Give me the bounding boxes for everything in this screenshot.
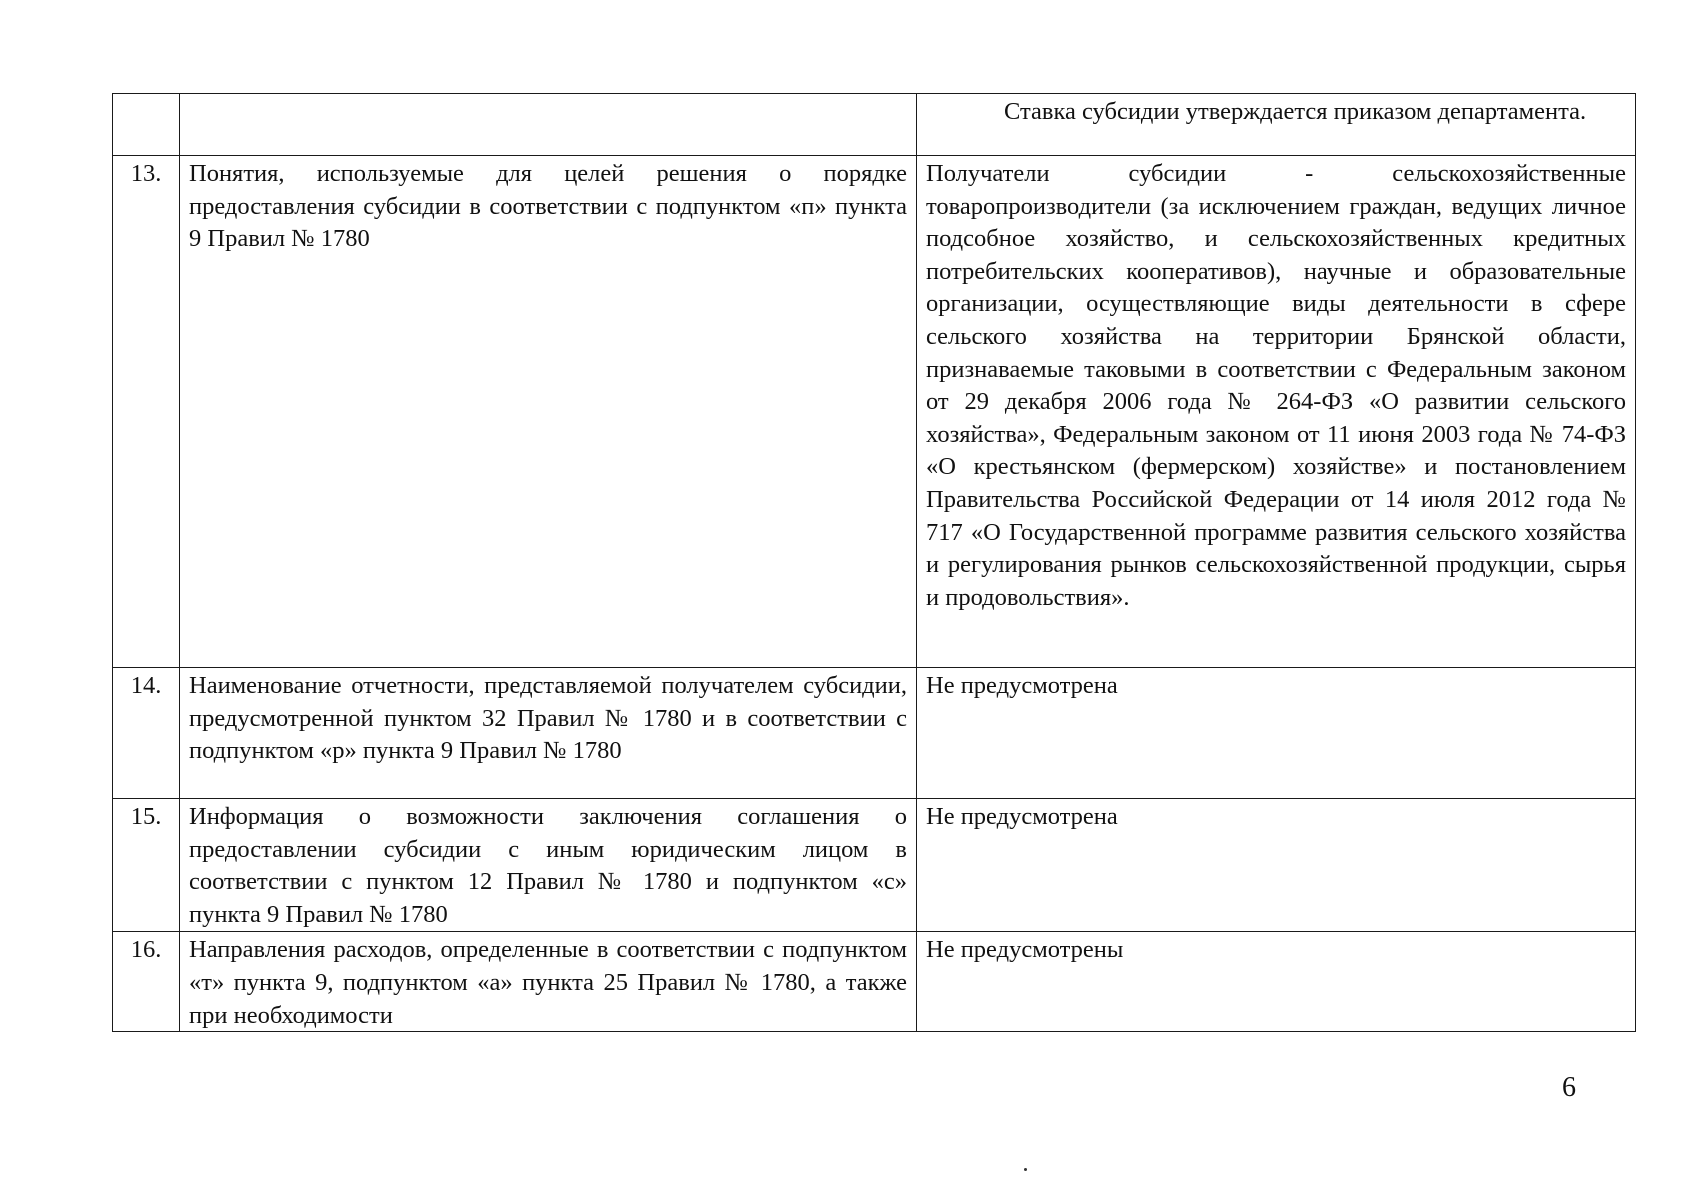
row-value: Не предусмотрена bbox=[917, 668, 1636, 799]
row-number: 15. bbox=[113, 799, 180, 932]
row-subject bbox=[180, 932, 917, 1032]
page-number: 6 bbox=[1562, 1072, 1576, 1103]
row-subject: Понятия, используемые для целей решения о порядке предоставления субсидии в соответствии с подпунктом «п» пункта 9 Правил № 1780 bbox=[180, 156, 917, 668]
row-subject: Информация о возможности заключения соглашения о предоставлении субсидии с иным юридическим лицом в соответствии с пунктом 12 Правил № 1780 и подпунктом «с» пункта 9 Правил № 1780 bbox=[180, 799, 917, 932]
row-value: Ставка субсидии утверждается приказом департамента. bbox=[917, 94, 1636, 156]
row-number: 16. bbox=[113, 932, 180, 1032]
regulation-table bbox=[112, 93, 1636, 1032]
row-number: 13. bbox=[113, 156, 180, 668]
row-number: 14. bbox=[113, 668, 180, 799]
scan-speck bbox=[1024, 1168, 1027, 1171]
row-value: Не предусмотрена bbox=[917, 799, 1636, 932]
table-row bbox=[113, 156, 1636, 668]
table-row bbox=[113, 668, 1636, 799]
row-subject bbox=[180, 94, 917, 156]
row-subject-text: Направления расходов, определенные в соответствии с подпунктом «т» пункта 9, подпунктом «а» пункта 25 Правил № 1780, а также при необходимости bbox=[189, 936, 907, 1029]
row-value: Не предусмотрены bbox=[917, 932, 1636, 1032]
row-number bbox=[113, 94, 180, 156]
row-value: Получатели субсидии - сельскохозяйственные товаропроизводители (за исключением граждан, ведущих личное подсобное хозяйство, и сельскохозяйственных кредитных потребительских кооперативов), научные и образовательные организации, осуществляющие виды деятельности в сфере сельского хозяйства на территории Брянской области, признаваемые таковыми в соответствии с Федеральным законом от 29 декабря 2006 года № 264-ФЗ «О развитии сельского хозяйства», Федеральным законом от 11 июня 2003 года № 74-ФЗ «О крестьянском (фермерском) хозяйстве» и постановлением Правительства Российской Федерации от 14 июля 2012 года № 717 «О Государственной программе развития сельского хозяйства и регулирования рынков сельскохозяйственной продукции, сырья и продовольствия». bbox=[917, 156, 1636, 668]
table-row bbox=[113, 799, 1636, 932]
table-row bbox=[113, 932, 1636, 1032]
table-row bbox=[113, 94, 1636, 156]
row-subject: Наименование отчетности, представляемой получателем субсидии, предусмотренной пунктом 32 Правил № 1780 и в соответствии с подпунктом «р» пункта 9 Правил № 1780 bbox=[180, 668, 917, 799]
